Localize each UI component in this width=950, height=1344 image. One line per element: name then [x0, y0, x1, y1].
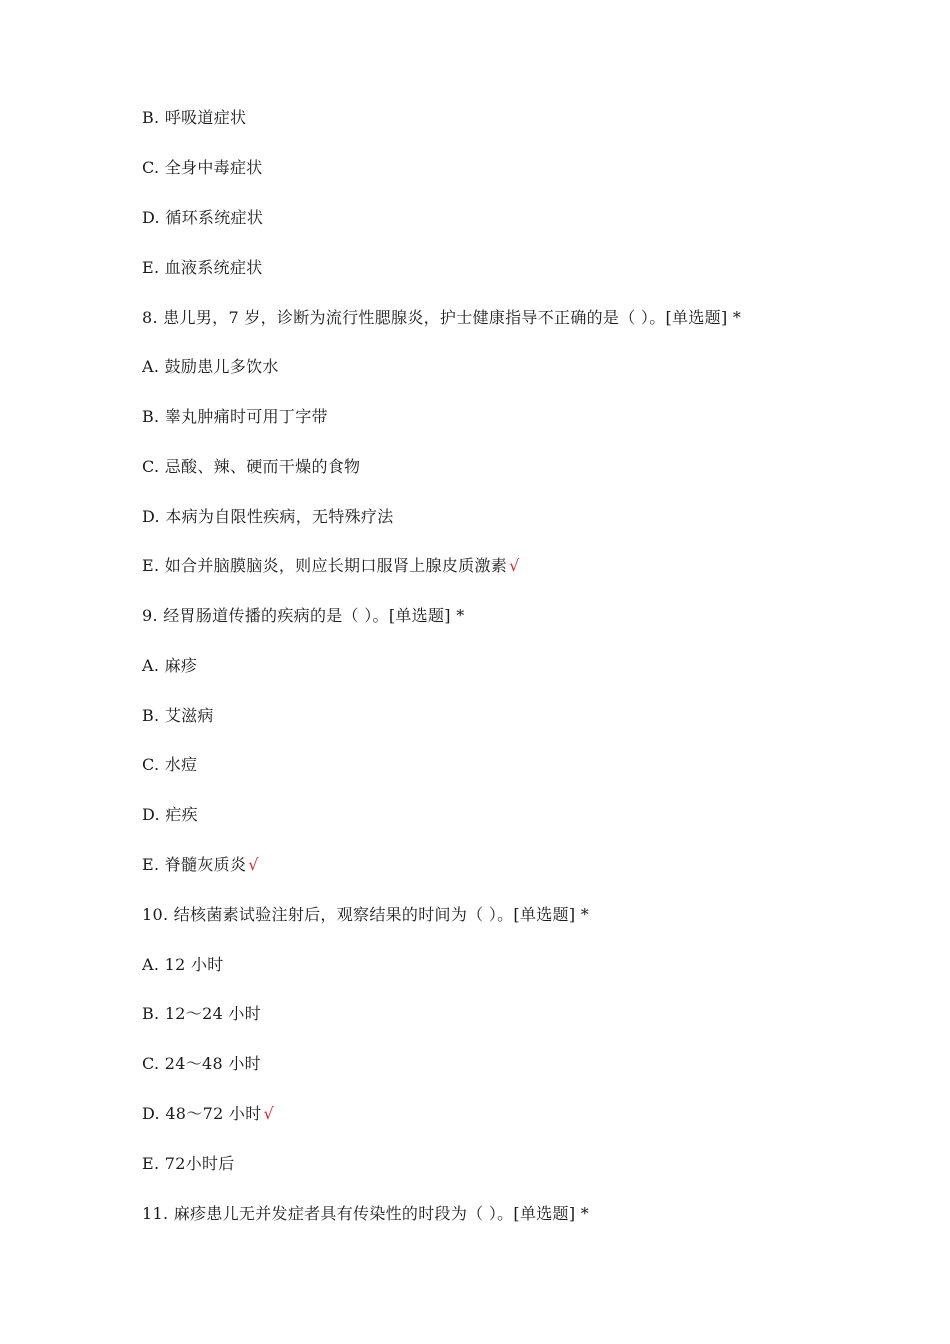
correct-check-icon: √	[263, 1104, 275, 1123]
option-line	[142, 507, 394, 527]
question-line	[142, 606, 465, 626]
option-line	[142, 755, 197, 775]
correct-check-icon: √	[248, 855, 259, 874]
option-line	[142, 208, 263, 228]
line-text: E. 血液系统症状	[142, 258, 263, 277]
option-line	[142, 1004, 261, 1024]
line-text: D. 本病为自限性疾病，无特殊疗法	[142, 507, 394, 526]
option-line	[142, 108, 246, 128]
question-line	[142, 308, 741, 328]
question-line	[142, 1204, 589, 1224]
option-line	[142, 158, 263, 178]
correct-check-icon: √	[509, 556, 520, 575]
option-line	[142, 1104, 274, 1124]
line-text: D. 48～72 小时	[142, 1104, 262, 1123]
line-text: 10. 结核菌素试验注射后，观察结果的时间为（ ）。[单选题] *	[142, 905, 590, 924]
line-text: B. 呼吸道症状	[142, 108, 247, 127]
option-line	[142, 706, 214, 726]
line-text: E. 脊髓灰质炎	[142, 855, 247, 874]
question-line	[142, 905, 589, 925]
option-line	[142, 457, 360, 477]
option-line	[142, 357, 279, 377]
line-text: E. 如合并脑膜脑炎，则应长期口服肾上腺皮质激素	[142, 556, 508, 575]
line-text: C. 全身中毒症状	[142, 158, 263, 177]
line-text: C. 忌酸、辣、硬而干燥的食物	[142, 457, 361, 476]
line-text: A. 鼓励患儿多饮水	[142, 357, 279, 376]
option-line	[142, 805, 198, 825]
line-text: E. 72小时后	[142, 1154, 235, 1173]
line-text: B. 12～24 小时	[142, 1004, 262, 1023]
option-line	[142, 855, 259, 875]
option-line	[142, 407, 328, 427]
option-line	[142, 556, 520, 576]
option-line	[142, 955, 224, 975]
line-text: B. 睾丸肿痛时可用丁字带	[142, 407, 328, 426]
option-line	[142, 1054, 261, 1074]
line-text: B. 艾滋病	[142, 706, 214, 725]
line-text: 11. 麻疹患儿无并发症者具有传染性的时段为（ ）。[单选题] *	[142, 1204, 590, 1223]
line-text: A. 12 小时	[142, 955, 224, 974]
line-text: 8. 患儿男，7 岁，诊断为流行性腮腺炎，护士健康指导不正确的是（ ）。[单选题] *	[142, 308, 742, 327]
line-text: D. 循环系统症状	[142, 208, 264, 227]
line-text: D. 疟疾	[142, 805, 198, 824]
line-text: C. 水痘	[142, 755, 198, 774]
line-text: 9. 经胃肠道传播的疾病的是（ ）。[单选题] *	[142, 606, 465, 625]
option-line	[142, 258, 263, 278]
line-text: C. 24～48 小时	[142, 1054, 261, 1073]
option-line	[142, 1154, 235, 1174]
option-line	[142, 656, 197, 676]
line-text: A. 麻疹	[142, 656, 198, 675]
